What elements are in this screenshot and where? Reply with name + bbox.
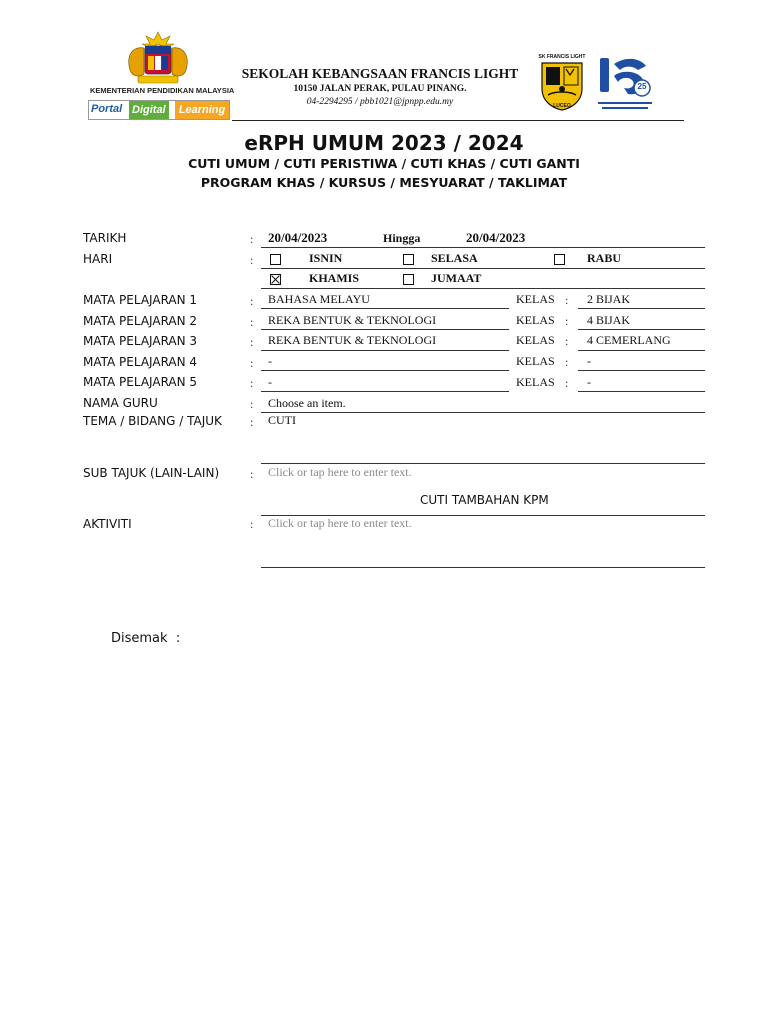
rabu-checkbox[interactable]	[554, 254, 565, 265]
subject-4-kelas-label: KELAS	[516, 354, 555, 368]
subject-4-underline	[261, 370, 509, 371]
jumaat-checkbox[interactable]	[403, 274, 414, 285]
school-contact: 04-2294295 / pbb1021@jpnpp.edu.my	[306, 97, 454, 107]
subject-1-colon: :	[250, 294, 254, 308]
subject-2-field[interactable]: REKA BENTUK & TEKNOLOGI	[268, 313, 437, 327]
subject-3-kelas-underline	[578, 350, 705, 351]
subject-2-kelas-field[interactable]: 4 BIJAK	[587, 313, 631, 327]
emblem-caption-bar-2	[602, 107, 648, 109]
subject-5-kelas-label: KELAS	[516, 375, 555, 389]
cuti-tambahan-text: CUTI TAMBAHAN KPM	[420, 493, 549, 507]
emblem-badge-number: 25	[637, 82, 647, 91]
subject-1-field[interactable]: BAHASA MELAYU	[268, 292, 370, 306]
education-emblem-logo	[596, 54, 656, 112]
hari-underline-2	[261, 288, 705, 289]
nama-guru-label: NAMA GURU	[83, 396, 158, 410]
aktiviti-input[interactable]: Click or tap here to enter text.	[268, 516, 412, 530]
subject-2-kelas-label: KELAS	[516, 313, 555, 327]
sub-tajuk-label: SUB TAJUK (LAIN-LAIN)	[83, 466, 220, 480]
subject-3-field[interactable]: REKA BENTUK & TEKNOLOGI	[268, 333, 437, 347]
tarikh-to-field[interactable]: 20/04/2023	[466, 230, 526, 245]
subject-2-colon: :	[250, 315, 254, 329]
nama-guru-underline	[261, 412, 705, 413]
form-subtitle-2: PROGRAM KHAS / KURSUS / MESYUARAT / TAKLIMAT	[200, 175, 568, 190]
school-name: SEKOLAH KEBANGSAAN FRANCIS LIGHT	[241, 66, 519, 81]
subject-1-kelas-underline	[578, 308, 705, 309]
school-address: 10150 JALAN PERAK, PULAU PINANG.	[293, 84, 467, 94]
rabu-label: RABU	[587, 251, 622, 265]
tema-field[interactable]: CUTI	[268, 413, 296, 427]
subject-1-kelas-field[interactable]: 2 BIJAK	[587, 292, 631, 306]
learning-logo-word: Learning	[175, 101, 229, 119]
disemak-label: Disemak :	[111, 631, 181, 646]
form-subtitle-1: CUTI UMUM / CUTI PERISTIWA / CUTI KHAS / CUTI GANTI	[188, 156, 580, 171]
school-crest-logo	[536, 54, 588, 112]
form-title: eRPH UMUM 2023 / 2024	[244, 131, 524, 155]
subject-3-colon: :	[250, 335, 254, 349]
digital-logo-word: Digital	[129, 101, 169, 119]
subject-4-kelas-field[interactable]: -	[587, 354, 591, 368]
subject-5-kelas-underline	[578, 391, 705, 392]
subject-3-label: MATA PELAJARAN 3	[83, 334, 198, 348]
aktiviti-label: AKTIVITI	[83, 517, 132, 531]
nama-guru-dropdown[interactable]: Choose an item.	[268, 396, 346, 410]
selasa-label: SELASA	[431, 251, 478, 265]
isnin-checkbox[interactable]	[270, 254, 281, 265]
sub-tajuk-top-line	[261, 463, 705, 464]
tarikh-label: TARIKH	[83, 231, 127, 245]
portal-digital-learning-logo	[88, 100, 230, 120]
khamis-label: KHAMIS	[309, 271, 360, 285]
subject-1-label: MATA PELAJARAN 1	[83, 293, 198, 307]
header-divider	[232, 120, 684, 121]
sub-tajuk-colon: :	[250, 467, 254, 481]
subject-3-kelas-label: KELAS	[516, 333, 555, 347]
tarikh-colon: :	[250, 232, 254, 246]
subject-1-underline	[261, 308, 509, 309]
emblem-caption-bar	[598, 102, 652, 104]
subject-2-label: MATA PELAJARAN 2	[83, 314, 198, 328]
subject-1-kelas-colon: :	[565, 293, 569, 307]
crest-motto: LUCEO	[553, 103, 571, 109]
subject-4-colon: :	[250, 356, 254, 370]
subject-5-underline	[261, 391, 509, 392]
subject-4-label: MATA PELAJARAN 4	[83, 355, 198, 369]
subject-5-kelas-colon: :	[565, 376, 569, 390]
subject-4-kelas-colon: :	[565, 355, 569, 369]
tarikh-underline	[261, 247, 705, 248]
portal-logo-word: Portal	[91, 103, 123, 115]
tarikh-hingga-label: Hingga	[383, 231, 421, 245]
tema-colon: :	[250, 415, 254, 429]
selasa-checkbox[interactable]	[403, 254, 414, 265]
subject-3-kelas-field[interactable]: 4 CEMERLANG	[587, 333, 671, 347]
hari-label: HARI	[83, 252, 113, 266]
subject-5-field[interactable]: -	[268, 375, 272, 389]
subject-1-kelas-label: KELAS	[516, 292, 555, 306]
hari-underline-1	[261, 268, 705, 269]
crest-caption: SK FRANCIS LIGHT	[538, 54, 586, 60]
subject-2-kelas-colon: :	[565, 314, 569, 328]
subject-2-kelas-underline	[578, 329, 705, 330]
isnin-label: ISNIN	[309, 251, 343, 265]
khamis-checkbox-checked[interactable]	[270, 274, 281, 285]
aktiviti-underline	[261, 567, 705, 568]
tarikh-from-field[interactable]: 20/04/2023	[268, 230, 328, 245]
subject-3-underline	[261, 350, 509, 351]
subject-4-field[interactable]: -	[268, 354, 272, 368]
malaysia-coat-of-arms-logo	[118, 30, 198, 86]
hari-colon: :	[250, 253, 254, 267]
sub-tajuk-input[interactable]: Click or tap here to enter text.	[268, 465, 412, 479]
subject-5-label: MATA PELAJARAN 5	[83, 375, 198, 389]
aktiviti-colon: :	[250, 517, 254, 531]
subject-2-underline	[261, 329, 509, 330]
ministry-name: KEMENTERIAN PENDIDIKAN MALAYSIA	[90, 86, 235, 95]
subject-3-kelas-colon: :	[565, 334, 569, 348]
tema-label: TEMA / BIDANG / TAJUK	[83, 414, 222, 428]
subject-4-kelas-underline	[578, 370, 705, 371]
nama-guru-colon: :	[250, 397, 254, 411]
jumaat-label: JUMAAT	[431, 271, 482, 285]
subject-5-kelas-field[interactable]: -	[587, 375, 591, 389]
subject-5-colon: :	[250, 376, 254, 390]
